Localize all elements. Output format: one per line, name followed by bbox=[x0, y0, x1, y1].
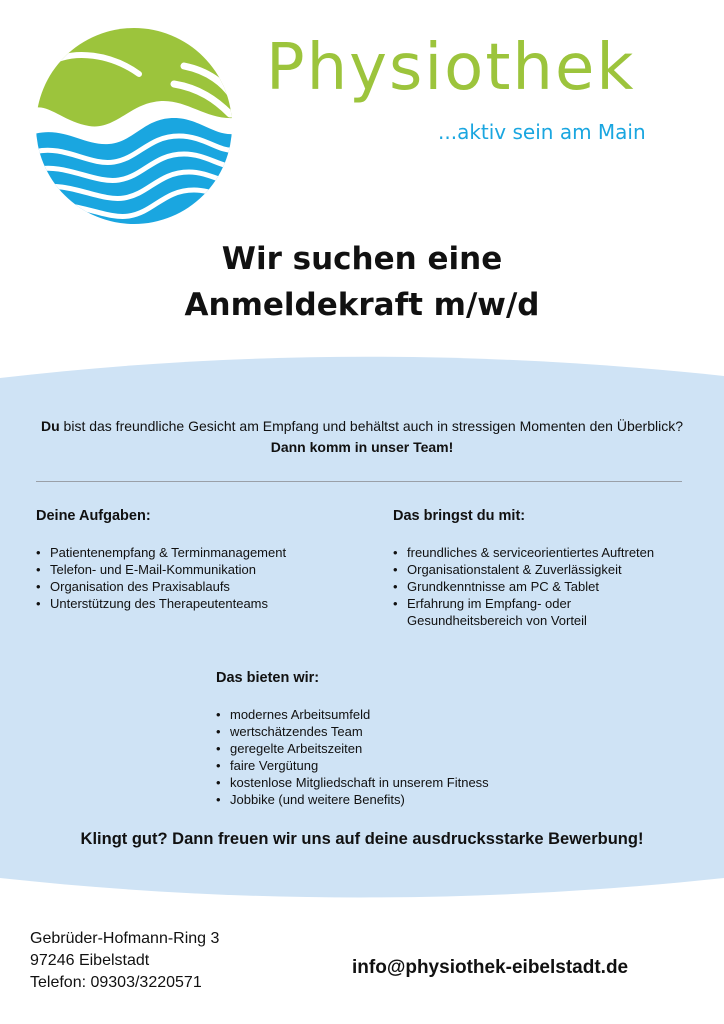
list-item: • wertschätzendes Team bbox=[216, 723, 556, 740]
list-item: • kostenlose Mitgliedschaft in unserem Fitness bbox=[216, 774, 556, 791]
requirements-list bbox=[393, 544, 703, 629]
list-item: • Erfahrung im Empfang- oder Gesundheitsbereich von Vorteil bbox=[393, 595, 647, 629]
email-link[interactable]: info@physiothek-eibelstadt.de bbox=[352, 957, 629, 978]
title-line-2: Anmeldekraft m/w/d bbox=[184, 287, 540, 323]
list-item: • freundliches & serviceorientiertes Auftreten bbox=[393, 544, 703, 561]
list-item: • Organisation des Praxisablaufs bbox=[36, 578, 366, 595]
brand-tagline: ...aktiv sein am Main bbox=[438, 120, 646, 144]
list-item: • faire Vergütung bbox=[216, 757, 556, 774]
list-item: • Patientenempfang & Terminmanagement bbox=[36, 544, 366, 561]
offers-list bbox=[216, 706, 556, 808]
list-item: • geregelte Arbeitszeiten bbox=[216, 740, 556, 757]
call-to-action: Klingt gut? Dann freuen wir uns auf deine ausdrucksstarke Bewerbung! bbox=[80, 830, 644, 848]
intro-bold-end: Dann komm in unser Team! bbox=[270, 439, 454, 455]
physiothek-logo-icon bbox=[34, 26, 234, 226]
tasks-title: Deine Aufgaben: bbox=[36, 508, 151, 524]
intro-bold-start: Du bbox=[40, 418, 60, 434]
address-street: Gebrüder-Hofmann-Ring 3 bbox=[30, 930, 220, 947]
intro-text bbox=[26, 416, 698, 458]
requirements-title: Das bringst du mit: bbox=[393, 508, 526, 524]
intro-body: bist das freundliche Gesicht am Empfang und behältst auch in stressigen Momenten den Überblick? bbox=[59, 418, 683, 434]
requirements-section bbox=[393, 506, 703, 629]
brand-name: Physiothek bbox=[266, 31, 636, 105]
address-city: 97246 Eibelstadt bbox=[30, 952, 150, 969]
title-line-1: Wir suchen eine bbox=[221, 241, 503, 277]
address-block bbox=[30, 928, 330, 994]
list-item: • Telefon- und E-Mail-Kommunikation bbox=[36, 561, 366, 578]
list-item: • Grundkenntnisse am PC & Tablet bbox=[393, 578, 703, 595]
address-phone: Telefon: 09303/3220571 bbox=[30, 974, 202, 991]
tasks-list bbox=[36, 544, 366, 612]
list-item: • Jobbike (und weitere Benefits) bbox=[216, 791, 556, 808]
divider bbox=[36, 481, 682, 482]
tasks-section bbox=[36, 506, 366, 612]
list-item: • modernes Arbeitsumfeld bbox=[216, 706, 556, 723]
list-item: • Unterstützung des Therapeutenteams bbox=[36, 595, 366, 612]
offers-title: Das bieten wir: bbox=[216, 670, 320, 686]
list-item: • Organisationstalent & Zuverlässigkeit bbox=[393, 561, 703, 578]
offers-section bbox=[216, 668, 556, 808]
page-title bbox=[0, 236, 724, 328]
